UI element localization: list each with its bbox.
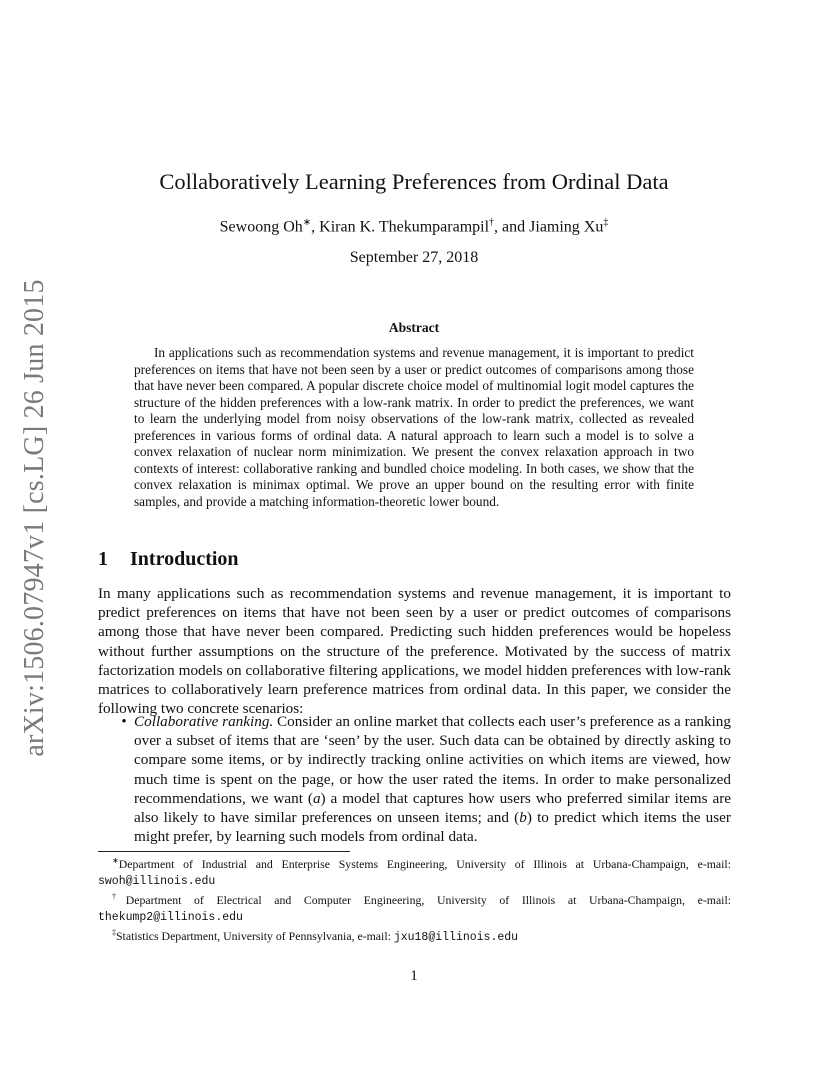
footnote-text: Department of Electrical and Computer Engineering, University of Illinois at Urbana-Champaign, e-mail: — [125, 893, 732, 908]
bullet-body: ) a model that captures how users who preferred similar items are also likely to have similar preferences on unseen items; and ( — [134, 789, 731, 827]
paper-date: September 27, 2018 — [349, 249, 479, 266]
abstract-text: In applications such as recommendation systems and revenue management, it is important to predict preferences on items that have not been seen by a user or predict outcomes of comparisons among those that have never been compared. A popular discrete choice model of multinomial logit model captures the structure of the hidden preferences with a low-rank matrix. In order to predict the preferences, we want to learn the underlying model from noisy observations of the low-rank matrix, collected as revealed preferences in various forms of ordinal data. A natural approach to learn such a model is to solve a convex relaxation of nuclear norm minimization. We present the convex relaxation approach in two contexts of interest: collaborative ranking and bundled choice modeling. In both cases, we show that the convex relaxation is minimax optimal. We prove an upper bound on the resulting error with finite samples, and provide a matching information-theoretic lower bound. — [134, 345, 694, 509]
footnote-divider — [98, 851, 350, 852]
footnote — [98, 889, 731, 925]
bullet-label-a: a — [312, 789, 321, 807]
footnote-text: Department of Industrial and Enterprise Systems Engineering, University of Illinois at Urbana-Champaign, e-mail: — [118, 856, 731, 871]
paper-title: Collaboratively Learning Preferences from Ordinal Data — [159, 169, 669, 194]
author-mark: † — [489, 217, 495, 228]
bullet-lead: Collaborative ranking. — [134, 713, 274, 730]
bullet-marker: • — [121, 713, 127, 730]
footnote-mark: ∗ — [112, 856, 119, 865]
bullet-body: ) to predict which items the user might prefer, by learning such models from ordinal data. — [134, 809, 731, 846]
author-mark: ∗ — [302, 217, 312, 228]
author-name: Jiaming Xu — [529, 218, 604, 236]
footnote — [98, 853, 731, 889]
footnotes — [98, 853, 731, 946]
intro-paragraph: In many applications such as recommendation systems and revenue management, it is important to predict preferences on items that have not been seen by a user or predict outcomes of comparisons among those that have never been compared. Predicting such hidden preferences would be hopeless without further assumptions on the structure of the preference. Motivated by the success of matrix factorization models on collaborative filtering applications, we model hidden preferences with low-rank matrices to collaboratively learn preference matrices from ordinal data. In this paper, we consider the following two concrete scenarios: — [98, 585, 731, 718]
bullet-text — [134, 712, 731, 846]
author-mark: ‡ — [603, 217, 609, 228]
author-separator: , and — [494, 218, 530, 236]
bullet-label-b: b — [519, 809, 527, 827]
page-number: 1 — [410, 968, 418, 984]
abstract-heading: Abstract — [388, 320, 440, 335]
author-line — [0, 212, 828, 238]
footnote-email: jxu18@illinois.edu — [393, 931, 519, 945]
section-heading — [98, 546, 239, 572]
bullet-body: Consider an online market that collects each user’s preference as a ranking over a subset of items that are ‘seen’ by the user. Such data can be obtained by directly asking to compare some items, or by indirectly tracking online activities on which items are viewed, how much time is spent on the page, or how the user rated the items. In order to make personalized recommendations, we want ( — [134, 713, 731, 807]
section-title: Introduction — [130, 548, 239, 570]
list-item — [98, 712, 731, 846]
footnote-mark: ‡ — [112, 928, 116, 938]
footnote-email: thekump2@illinois.edu — [98, 910, 243, 924]
author-separator: , — [311, 218, 320, 236]
footnote — [98, 925, 731, 946]
footnote-text: Statistics Department, University of Pennsylvania, e-mail: — [116, 929, 394, 944]
arxiv-side-stamp: arXiv:1506.07947v1 [cs.LG] 26 Jun 2015 — [19, 279, 50, 757]
footnote-mark: † — [112, 892, 126, 902]
author-name: Kiran K. Thekumparampil — [319, 218, 490, 236]
footnote-email: swoh@illinois.edu — [98, 874, 216, 888]
author-name: Sewoong Oh — [219, 218, 303, 236]
section-number: 1 — [98, 548, 108, 570]
